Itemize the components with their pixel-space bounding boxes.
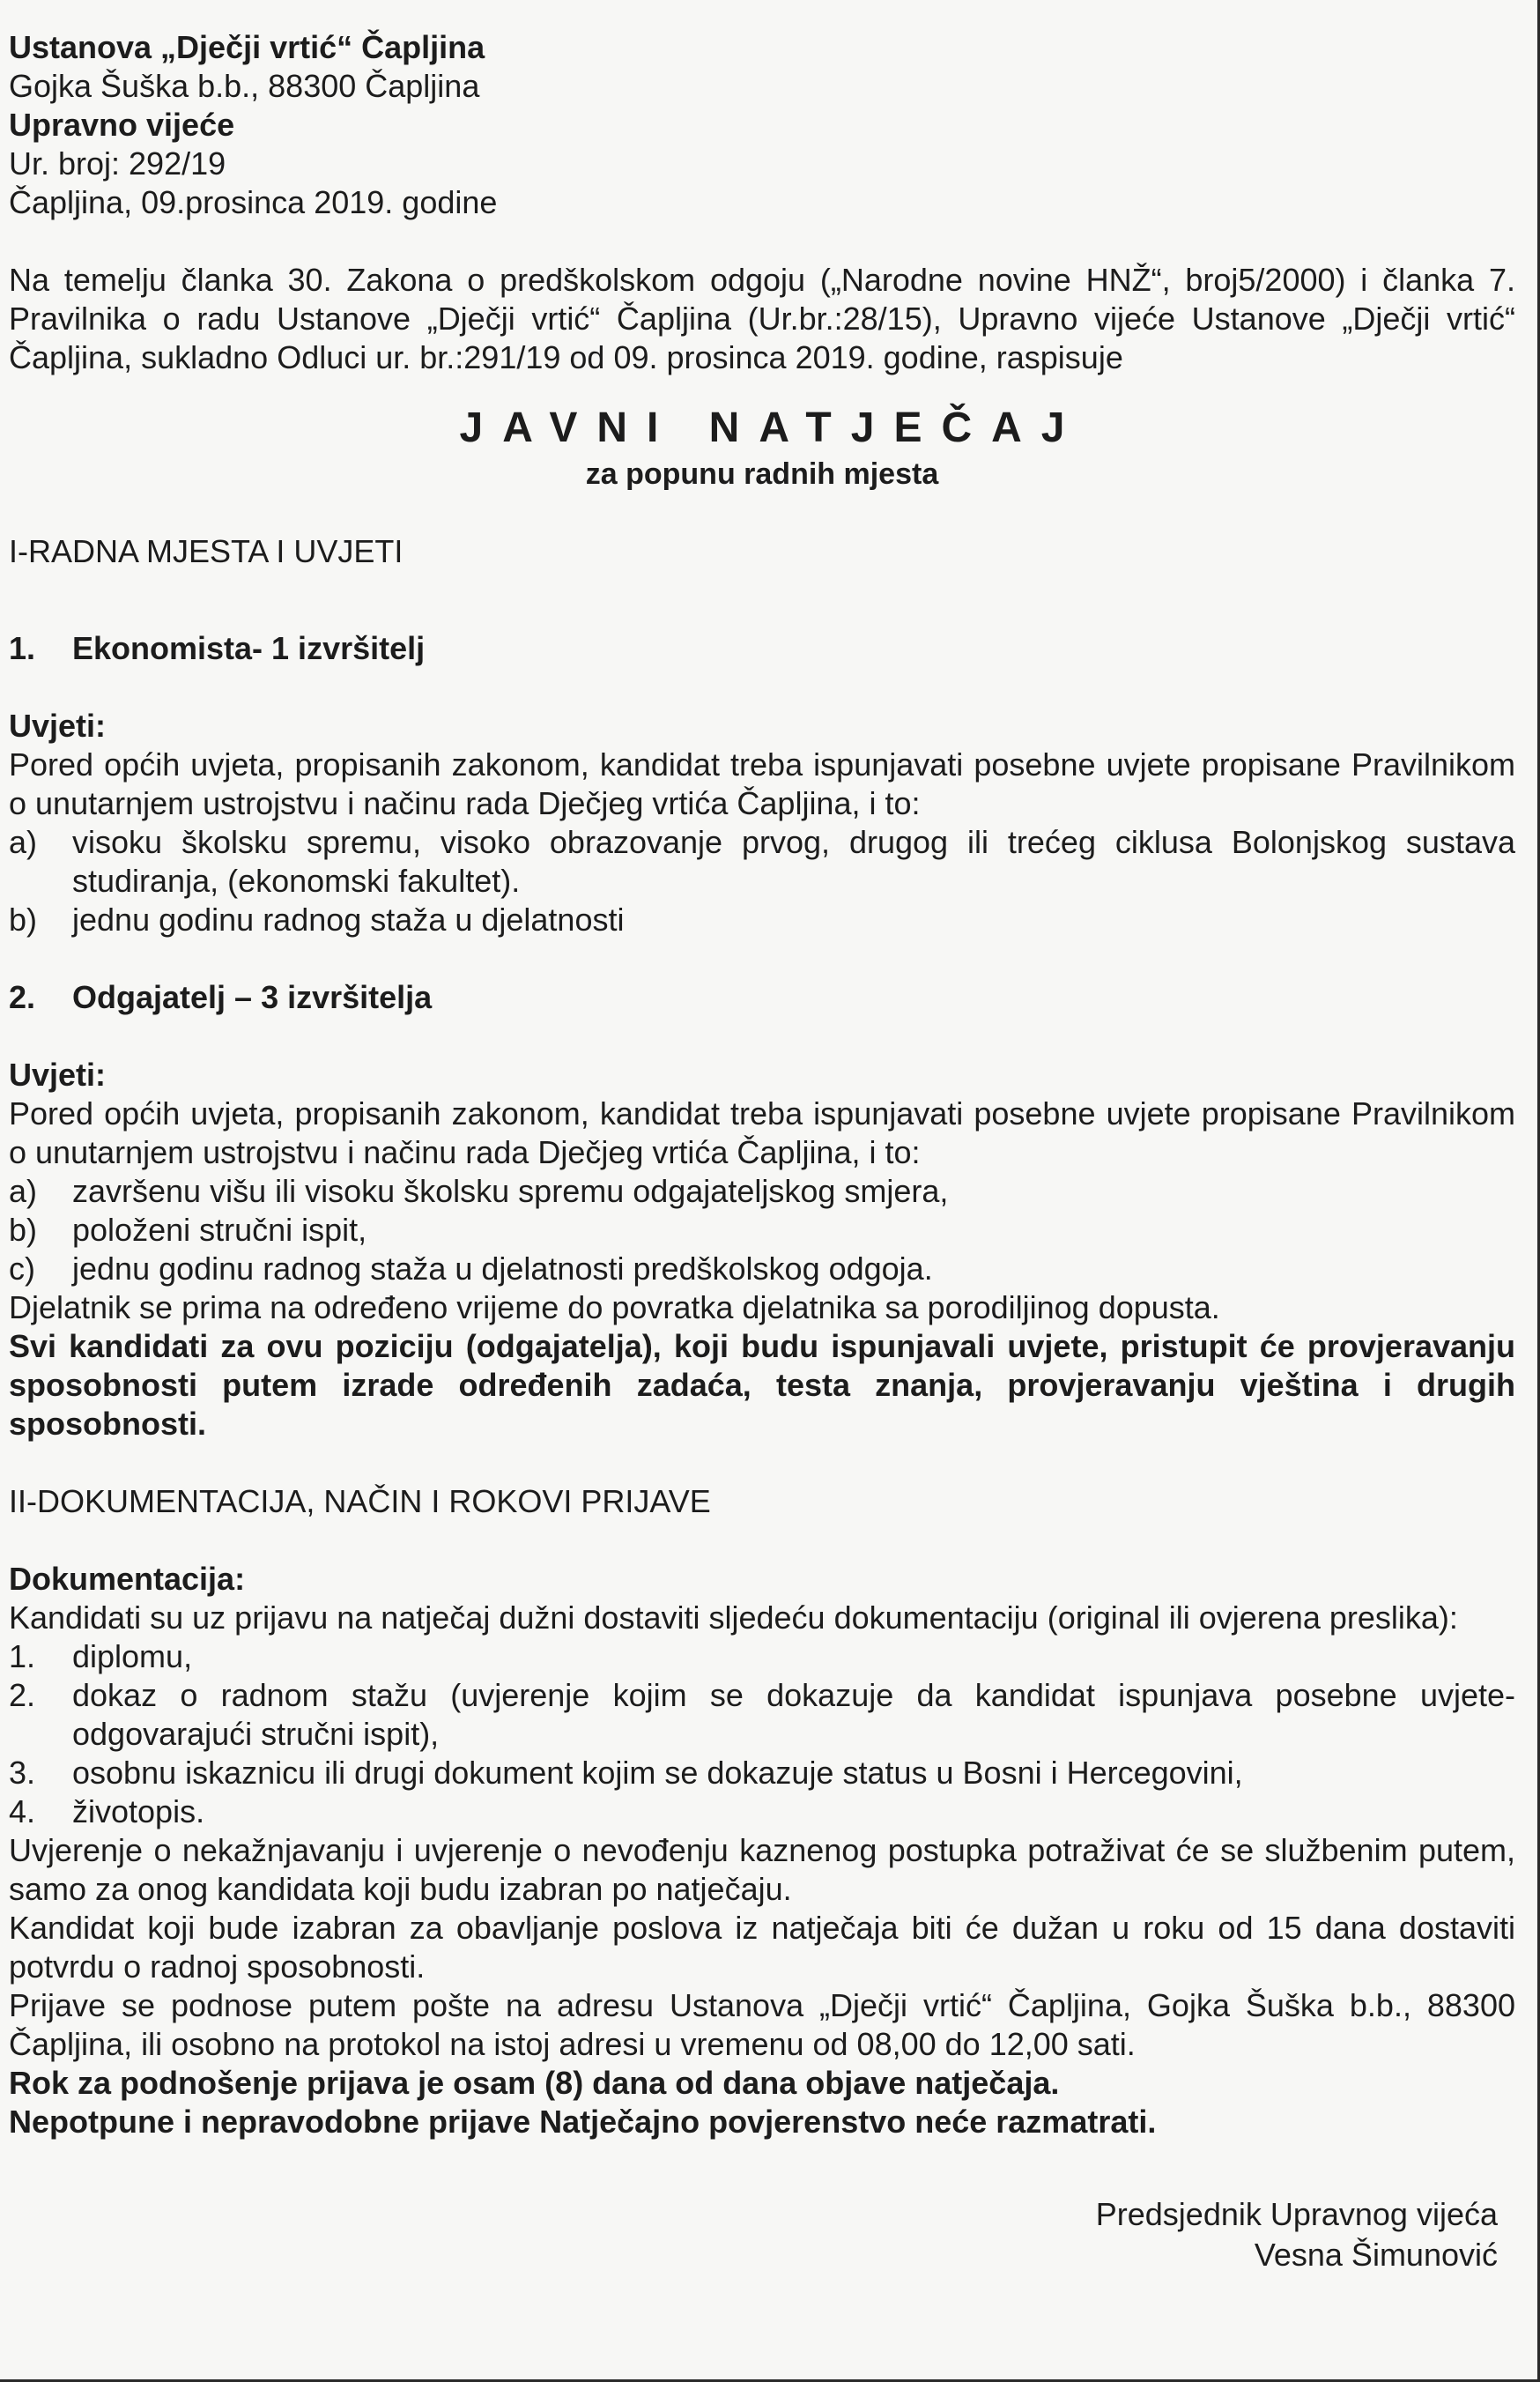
list-item — [9, 901, 1515, 939]
signature-block — [9, 2194, 1515, 2275]
title-block — [9, 402, 1515, 493]
list-marker: 2. — [9, 1677, 36, 1713]
conditions-list — [9, 1172, 1515, 1288]
signatory-name: Vesna Šimunović — [1254, 2237, 1498, 2273]
position-heading — [9, 629, 1515, 668]
place-date: Čapljina, 09.prosinca 2019. godine — [9, 184, 498, 220]
list-marker: b) — [9, 1212, 38, 1248]
institution-name: Ustanova „Dječji vrtić“ Čapljina — [9, 29, 485, 65]
list-text: visoku školsku spremu, visoko obrazovanje prvog, drugog ili trećeg ciklusa Bolonjskog sustava studiranja, (ekonomski fakultet). — [72, 824, 1515, 899]
header-block — [9, 28, 1515, 222]
list-item — [9, 1172, 1515, 1211]
notice-title: JAVNI NATJEČAJ — [459, 404, 1085, 451]
conditions-label: Uvjeti: — [9, 708, 107, 744]
list-marker: 4. — [9, 1793, 36, 1829]
list-item — [9, 1250, 1515, 1288]
medical-certificate-paragraph: Kandidat koji bude izabran za obavljanje poslova iz natječaja biti će dužan u roku od 15 dana dostaviti potvrdu o radnoj sposobnosti. — [9, 1910, 1515, 1985]
employment-note: Djelatnik se prima na određeno vrijeme do povratka djelatnika sa porodiljinog dopusta. — [9, 1289, 1220, 1325]
section-heading-positions: I-RADNA MJESTA I UVJETI — [9, 533, 404, 569]
list-item — [9, 1211, 1515, 1250]
list-marker: 3. — [9, 1755, 36, 1791]
list-marker: 1. — [9, 1638, 36, 1674]
institution-address: Gojka Šuška b.b., 88300 Čapljina — [9, 68, 480, 104]
list-text: završenu višu ili visoku školsku spremu odgajateljskog smjera, — [72, 1173, 949, 1209]
background-check-paragraph: Uvjerenje o nekažnjavanju i uvjerenje o nevođenju kaznenog postupka potraživat će se službenim putem, samo za onog kandidata koji budu izabran po natječaju. — [9, 1832, 1515, 1907]
notice-subtitle: za popunu radnih mjesta — [585, 457, 939, 491]
assessment-note: Svi kandidati za ovu poziciju (odgajatelja), koji budu ispunjavali uvjete, pristupit će provjeravanju sposobnosti putem izrade određenih zadaća, testa znanja, provjeravanju vještina i drugih sposobnosti. — [9, 1328, 1515, 1442]
submission-paragraph: Prijave se podnose putem pošte na adresu Ustanova „Dječji vrtić“ Čapljina, Gojka Šuška b.b., 88300 Čapljina, ili osobno na protokol na istoj adresi u vremenu od 08,00 do 12,00 sati. — [9, 1987, 1515, 2062]
list-item — [9, 823, 1515, 901]
deadline-paragraph: Rok za podnošenje prijava je osam (8) dana od dana objave natječaja. — [9, 2065, 1060, 2101]
list-item — [9, 1792, 1515, 1831]
position-title: Ekonomista- 1 izvršitelj — [72, 630, 426, 666]
section-heading-documentation: II-DOKUMENTACIJA, NAČIN I ROKOVI PRIJAVE — [9, 1483, 711, 1519]
list-text: životopis. — [72, 1793, 205, 1829]
intro-paragraph: Na temelju članka 30. Zakona o predškolskom odgoju („Narodne novine HNŽ“, broj5/2000) i članka 7. Pravilnika o radu Ustanove „Dječji vrtić“ Čapljina (Ur.br.:28/15), Upravno vijeće Ustanove „Dječji vrtić“ Čapljina, sukladno Odluci ur. br.:291/19 od 09. prosinca 2019. godine, raspisuje — [9, 262, 1515, 375]
incomplete-applications-paragraph: Nepotpune i nepravodobne prijave Natječajno povjerenstvo neće razmatrati. — [9, 2104, 1157, 2140]
conditions-label: Uvjeti: — [9, 1057, 107, 1093]
signatory-role: Predsjednik Upravnog vijeća — [1095, 2196, 1498, 2232]
conditions-text: Pored općih uvjeta, propisanih zakonom, kandidat treba ispunjavati posebne uvjete propisane Pravilnikom o unutarnjem ustrojstvu i načinu rada Dječjeg vrtića Čapljina, i to: — [9, 746, 1515, 821]
list-text: položeni stručni ispit, — [72, 1212, 367, 1248]
list-text: osobnu iskaznicu ili drugi dokument kojim se dokazuje status u Bosni i Hercegovini, — [72, 1755, 1243, 1791]
position-number: 2. — [9, 979, 36, 1015]
reference-number: Ur. broj: 292/19 — [9, 145, 226, 182]
documentation-text: Kandidati su uz prijavu na natječaj dužni dostaviti sljedeću dokumentaciju (original ili ovjerena preslika): — [9, 1599, 1458, 1636]
list-text: diplomu, — [72, 1638, 193, 1674]
documentation-label: Dokumentacija: — [9, 1561, 246, 1597]
position-heading — [9, 978, 1515, 1017]
list-text: jednu godinu radnog staža u djelatnosti — [72, 902, 625, 938]
list-marker: b) — [9, 902, 38, 938]
conditions-list — [9, 823, 1515, 939]
list-marker: a) — [9, 824, 38, 860]
list-text: jednu godinu radnog staža u djelatnosti predškolskog odgoja. — [72, 1250, 933, 1287]
list-text: dokaz o radnom stažu (uvjerenje kojim se dokazuje da kandidat ispunjava posebne uvjete-odgovarajući stručni ispit), — [72, 1677, 1515, 1752]
list-item — [9, 1754, 1515, 1792]
list-marker: c) — [9, 1250, 35, 1287]
list-item — [9, 1676, 1515, 1754]
list-item — [9, 1637, 1515, 1676]
notice-column — [9, 28, 1515, 2275]
documentation-list — [9, 1637, 1515, 1831]
issuing-body: Upravno vijeće — [9, 107, 235, 143]
position-number: 1. — [9, 630, 36, 666]
list-marker: a) — [9, 1173, 38, 1209]
position-title: Odgajatelj – 3 izvršitelja — [72, 979, 433, 1015]
conditions-text: Pored općih uvjeta, propisanih zakonom, kandidat treba ispunjavati posebne uvjete propisane Pravilnikom o unutarnjem ustrojstvu i načinu rada Dječjeg vrtića Čapljina, i to: — [9, 1095, 1515, 1170]
